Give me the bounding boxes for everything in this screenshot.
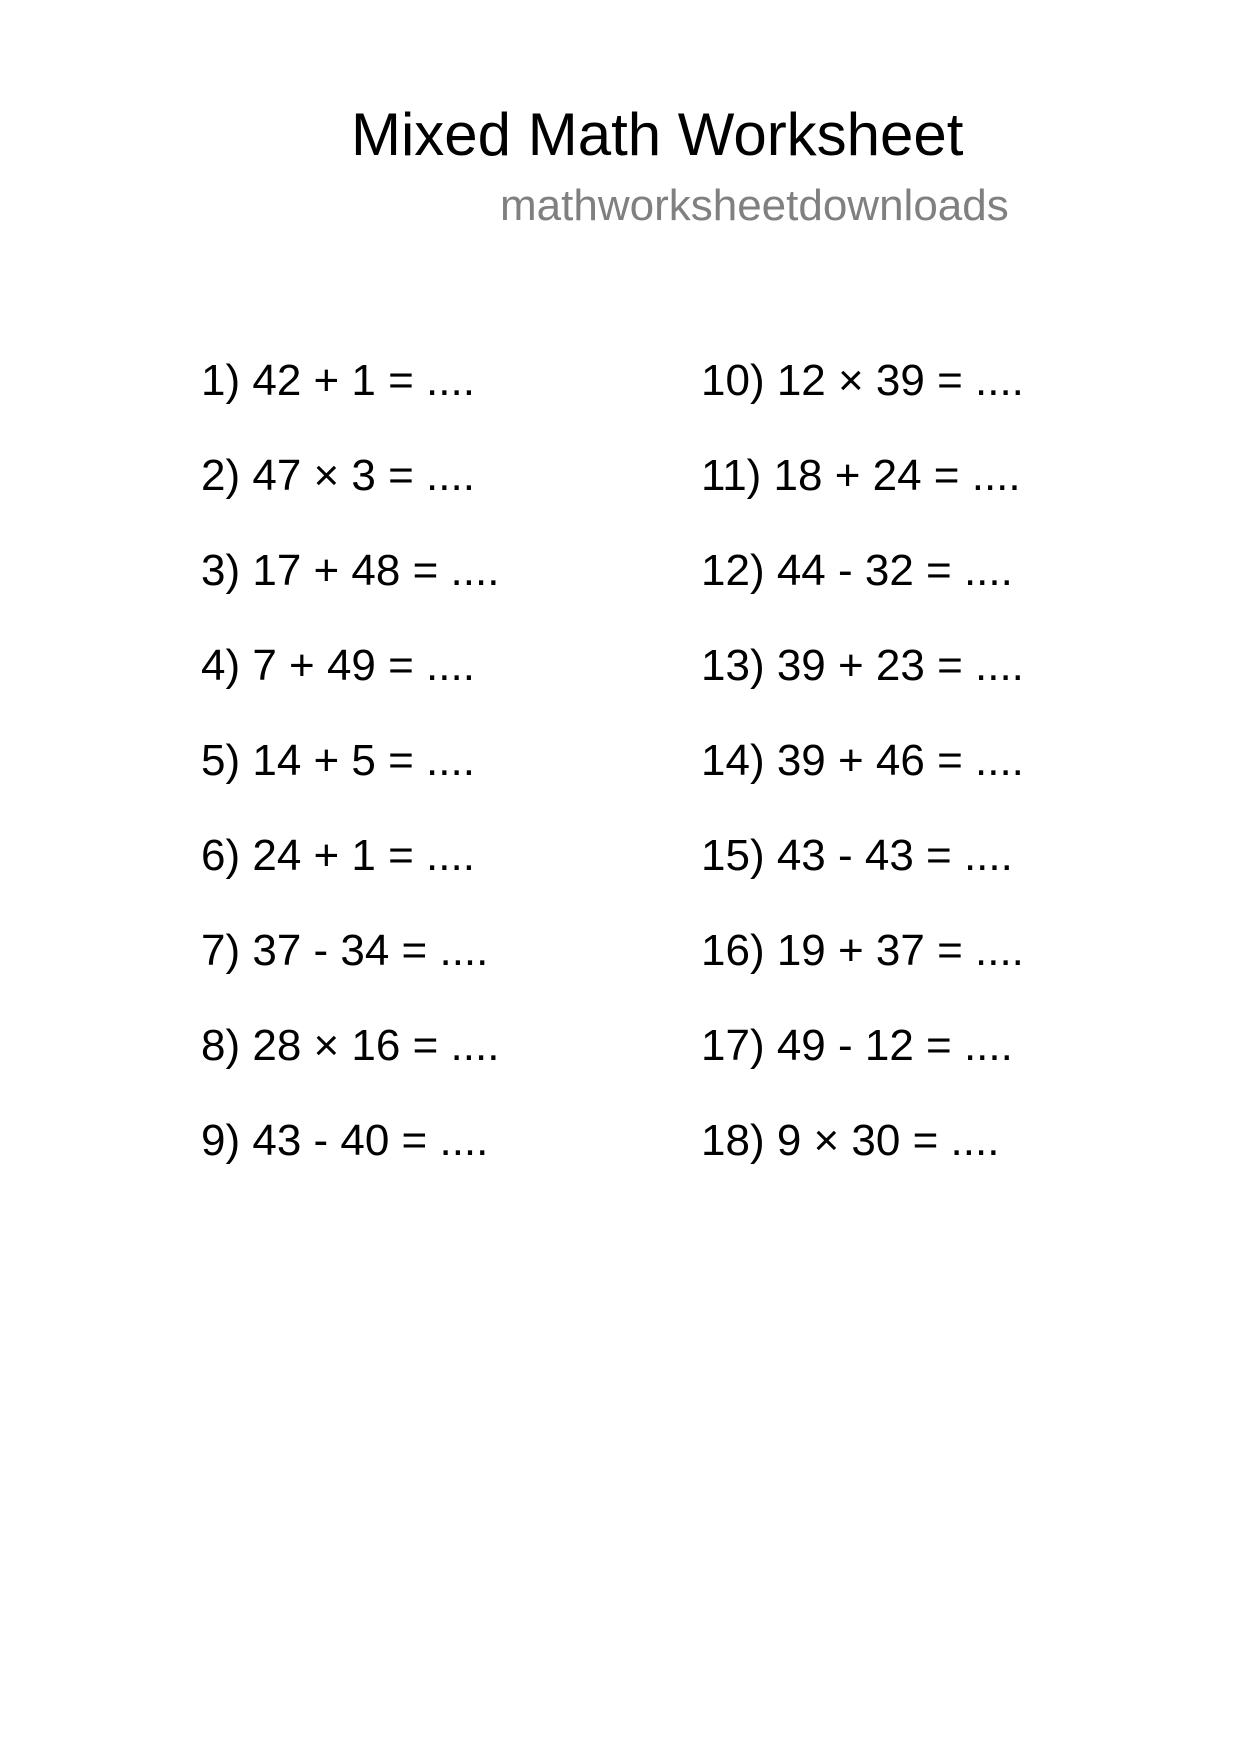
- problem-item: 10) 12 × 39 = ....: [701, 356, 1024, 405]
- problem-item: 1) 42 + 1 = ....: [201, 356, 475, 405]
- problem-item: 12) 44 - 32 = ....: [701, 546, 1013, 595]
- worksheet-source: mathworksheetdownloads: [500, 181, 1009, 230]
- problem-item: 2) 47 × 3 = ....: [201, 451, 475, 500]
- problem-item: 4) 7 + 49 = ....: [201, 641, 475, 690]
- problems-column-left: [201, 355, 499, 1210]
- worksheet-title: Mixed Math Worksheet: [351, 101, 964, 168]
- problem-item: 16) 19 + 37 = ....: [701, 926, 1024, 975]
- problem-item: 3) 17 + 48 = ....: [201, 546, 500, 595]
- problem-item: 15) 43 - 43 = ....: [701, 831, 1013, 880]
- problem-item: 13) 39 + 23 = ....: [701, 641, 1024, 690]
- problem-item: 17) 49 - 12 = ....: [701, 1021, 1013, 1070]
- problems-column-right: [701, 355, 1024, 1210]
- problem-item: 5) 14 + 5 = ....: [201, 736, 475, 785]
- problem-item: 7) 37 - 34 = ....: [201, 926, 489, 975]
- problem-item: 6) 24 + 1 = ....: [201, 831, 475, 880]
- problem-item: 18) 9 × 30 = ....: [701, 1116, 1000, 1165]
- problem-item: 11) 18 + 24 = ....: [701, 451, 1021, 500]
- problem-item: 14) 39 + 46 = ....: [701, 736, 1024, 785]
- problem-item: 9) 43 - 40 = ....: [201, 1116, 489, 1165]
- problem-item: 8) 28 × 16 = ....: [201, 1021, 500, 1070]
